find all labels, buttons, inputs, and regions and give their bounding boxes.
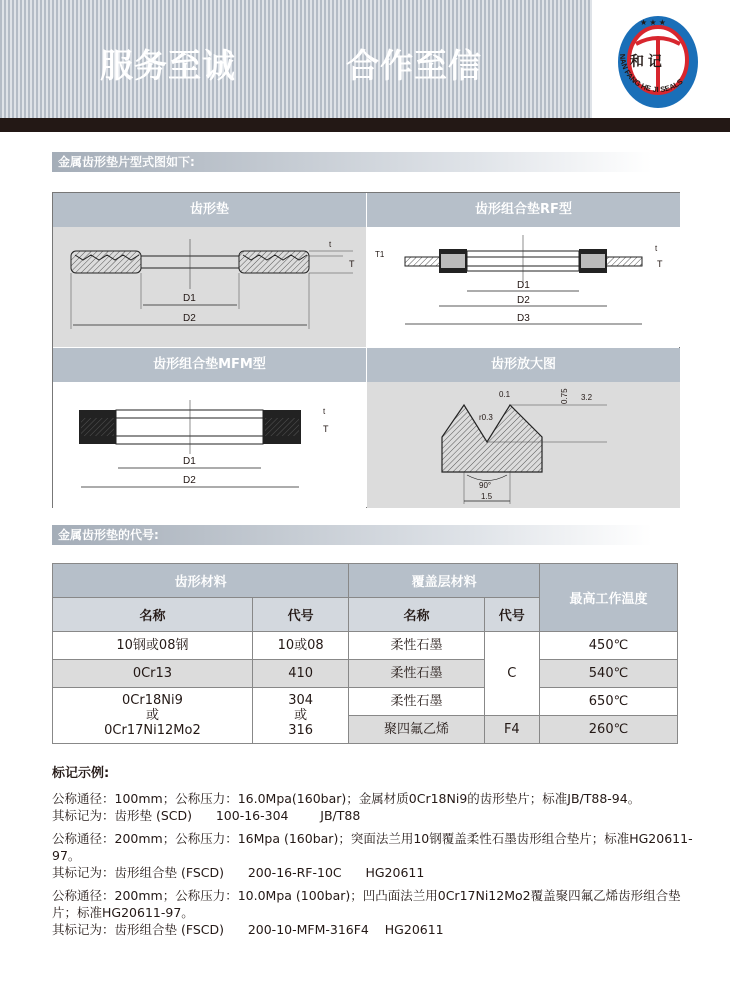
code-table bbox=[52, 563, 678, 744]
label-T: T bbox=[657, 259, 663, 269]
header-name: 名称 bbox=[53, 598, 253, 632]
cell: C bbox=[484, 632, 539, 716]
cell: 304 或 316 bbox=[252, 688, 348, 744]
table-row bbox=[53, 660, 678, 688]
diagram-title: 齿形组合垫MFM型 bbox=[53, 348, 366, 382]
logo-stars: ★ ★ ★ bbox=[640, 18, 666, 27]
diagram-tooth-detail bbox=[367, 382, 680, 508]
label-d1: D1 bbox=[517, 280, 530, 291]
example-desc: 公称通径：200mm；公称压力：16Mpa (160bar)；突面法兰用10钢覆盖柔性石墨齿形组合垫片；标准HG20611-97。 bbox=[52, 831, 693, 863]
label-d1: D1 bbox=[183, 293, 196, 304]
example-mark: 其标记为：齿形组合垫 (FSCD) 200-10-MFM-316F4 HG20611 bbox=[52, 922, 444, 937]
marking-examples bbox=[52, 765, 702, 944]
label-d2: D2 bbox=[517, 295, 530, 306]
label-d2: D2 bbox=[183, 313, 196, 324]
diagram-title: 齿形放大图 bbox=[367, 348, 680, 382]
slogan-right: 合作至信 bbox=[346, 46, 482, 85]
header-code: 代号 bbox=[252, 598, 348, 632]
label-d3: D3 bbox=[517, 313, 530, 324]
header-name: 名称 bbox=[349, 598, 484, 632]
label-T: T bbox=[323, 424, 329, 434]
cell: 10或08 bbox=[252, 632, 348, 660]
notes-title: 标记示例: bbox=[52, 766, 110, 781]
slogan-left: 服务至诚 bbox=[100, 46, 236, 85]
example-desc: 公称通径：200mm；公称压力：10.0Mpa (100bar)；凹凸面法兰用0Cr17Ni12Mo2覆盖聚四氟乙烯齿形组合垫片；标准HG20611-97。 bbox=[52, 888, 681, 920]
label-height: 0.75 bbox=[560, 388, 569, 404]
header-banner bbox=[0, 0, 592, 118]
diagram-grid bbox=[52, 192, 680, 508]
cell: 柔性石墨 bbox=[349, 632, 484, 660]
cell: 柔性石墨 bbox=[349, 688, 484, 716]
diagram-serrated-gasket bbox=[53, 227, 366, 347]
label-d1: D1 bbox=[183, 456, 196, 467]
logo-ring-text: NAN FANG HE JI SEALS bbox=[617, 53, 685, 95]
diagram-mfm-gasket bbox=[53, 382, 366, 508]
cell: 540℃ bbox=[540, 660, 678, 688]
cell: 聚四氟乙烯 bbox=[349, 716, 484, 744]
header-cover-material: 覆盖层材料 bbox=[349, 564, 540, 598]
table-row bbox=[53, 632, 678, 660]
label-roughness: 3.2 bbox=[581, 393, 593, 402]
section-title-types: 金属齿形垫片型式图如下: bbox=[52, 152, 652, 172]
cell: 0Cr13 bbox=[53, 660, 253, 688]
cell: 260℃ bbox=[540, 716, 678, 744]
diagram-title: 齿形组合垫RF型 bbox=[367, 193, 680, 227]
example-desc: 公称通径：100mm；公称压力：16.0Mpa(160bar)；金属材质0Cr18Ni9的齿形垫片；标准JB/T88-94。 bbox=[52, 791, 641, 806]
label-T: T bbox=[349, 259, 355, 269]
cell: 410 bbox=[252, 660, 348, 688]
cell: 柔性石墨 bbox=[349, 660, 484, 688]
cell: 650℃ bbox=[540, 688, 678, 716]
label-t: t bbox=[329, 240, 332, 249]
label-d2: D2 bbox=[183, 475, 196, 486]
header-divider bbox=[0, 118, 730, 132]
label-tip: 0.1 bbox=[499, 390, 511, 399]
label-radius: r0.3 bbox=[479, 413, 493, 422]
example-mark: 其标记为：齿形组合垫 (FSCD) 200-16-RF-10C HG20611 bbox=[52, 865, 425, 880]
cell: 450℃ bbox=[540, 632, 678, 660]
label-t: t bbox=[655, 244, 658, 253]
label-t1: T1 bbox=[375, 250, 385, 259]
cell: 10钢或08钢 bbox=[53, 632, 253, 660]
cell: 0Cr18Ni9 或 0Cr17Ni12Mo2 bbox=[53, 688, 253, 744]
logo-chars: 和 记 bbox=[630, 53, 662, 69]
table-row bbox=[53, 688, 678, 716]
section-title-codes: 金属齿形垫的代号: bbox=[52, 525, 652, 545]
cell: F4 bbox=[484, 716, 539, 744]
diagram-rf-gasket bbox=[367, 227, 680, 347]
example-mark: 其标记为：齿形垫 (SCD) 100-16-304 JB/T88 bbox=[52, 808, 361, 823]
company-logo bbox=[606, 14, 710, 110]
header-code: 代号 bbox=[484, 598, 539, 632]
label-t: t bbox=[323, 407, 326, 416]
label-pitch: 1.5 bbox=[481, 492, 493, 501]
header-serration-material: 齿形材料 bbox=[53, 564, 349, 598]
diagram-title: 齿形垫 bbox=[53, 193, 366, 227]
label-angle: 90° bbox=[479, 481, 492, 490]
header-max-temp: 最高工作温度 bbox=[540, 564, 678, 632]
